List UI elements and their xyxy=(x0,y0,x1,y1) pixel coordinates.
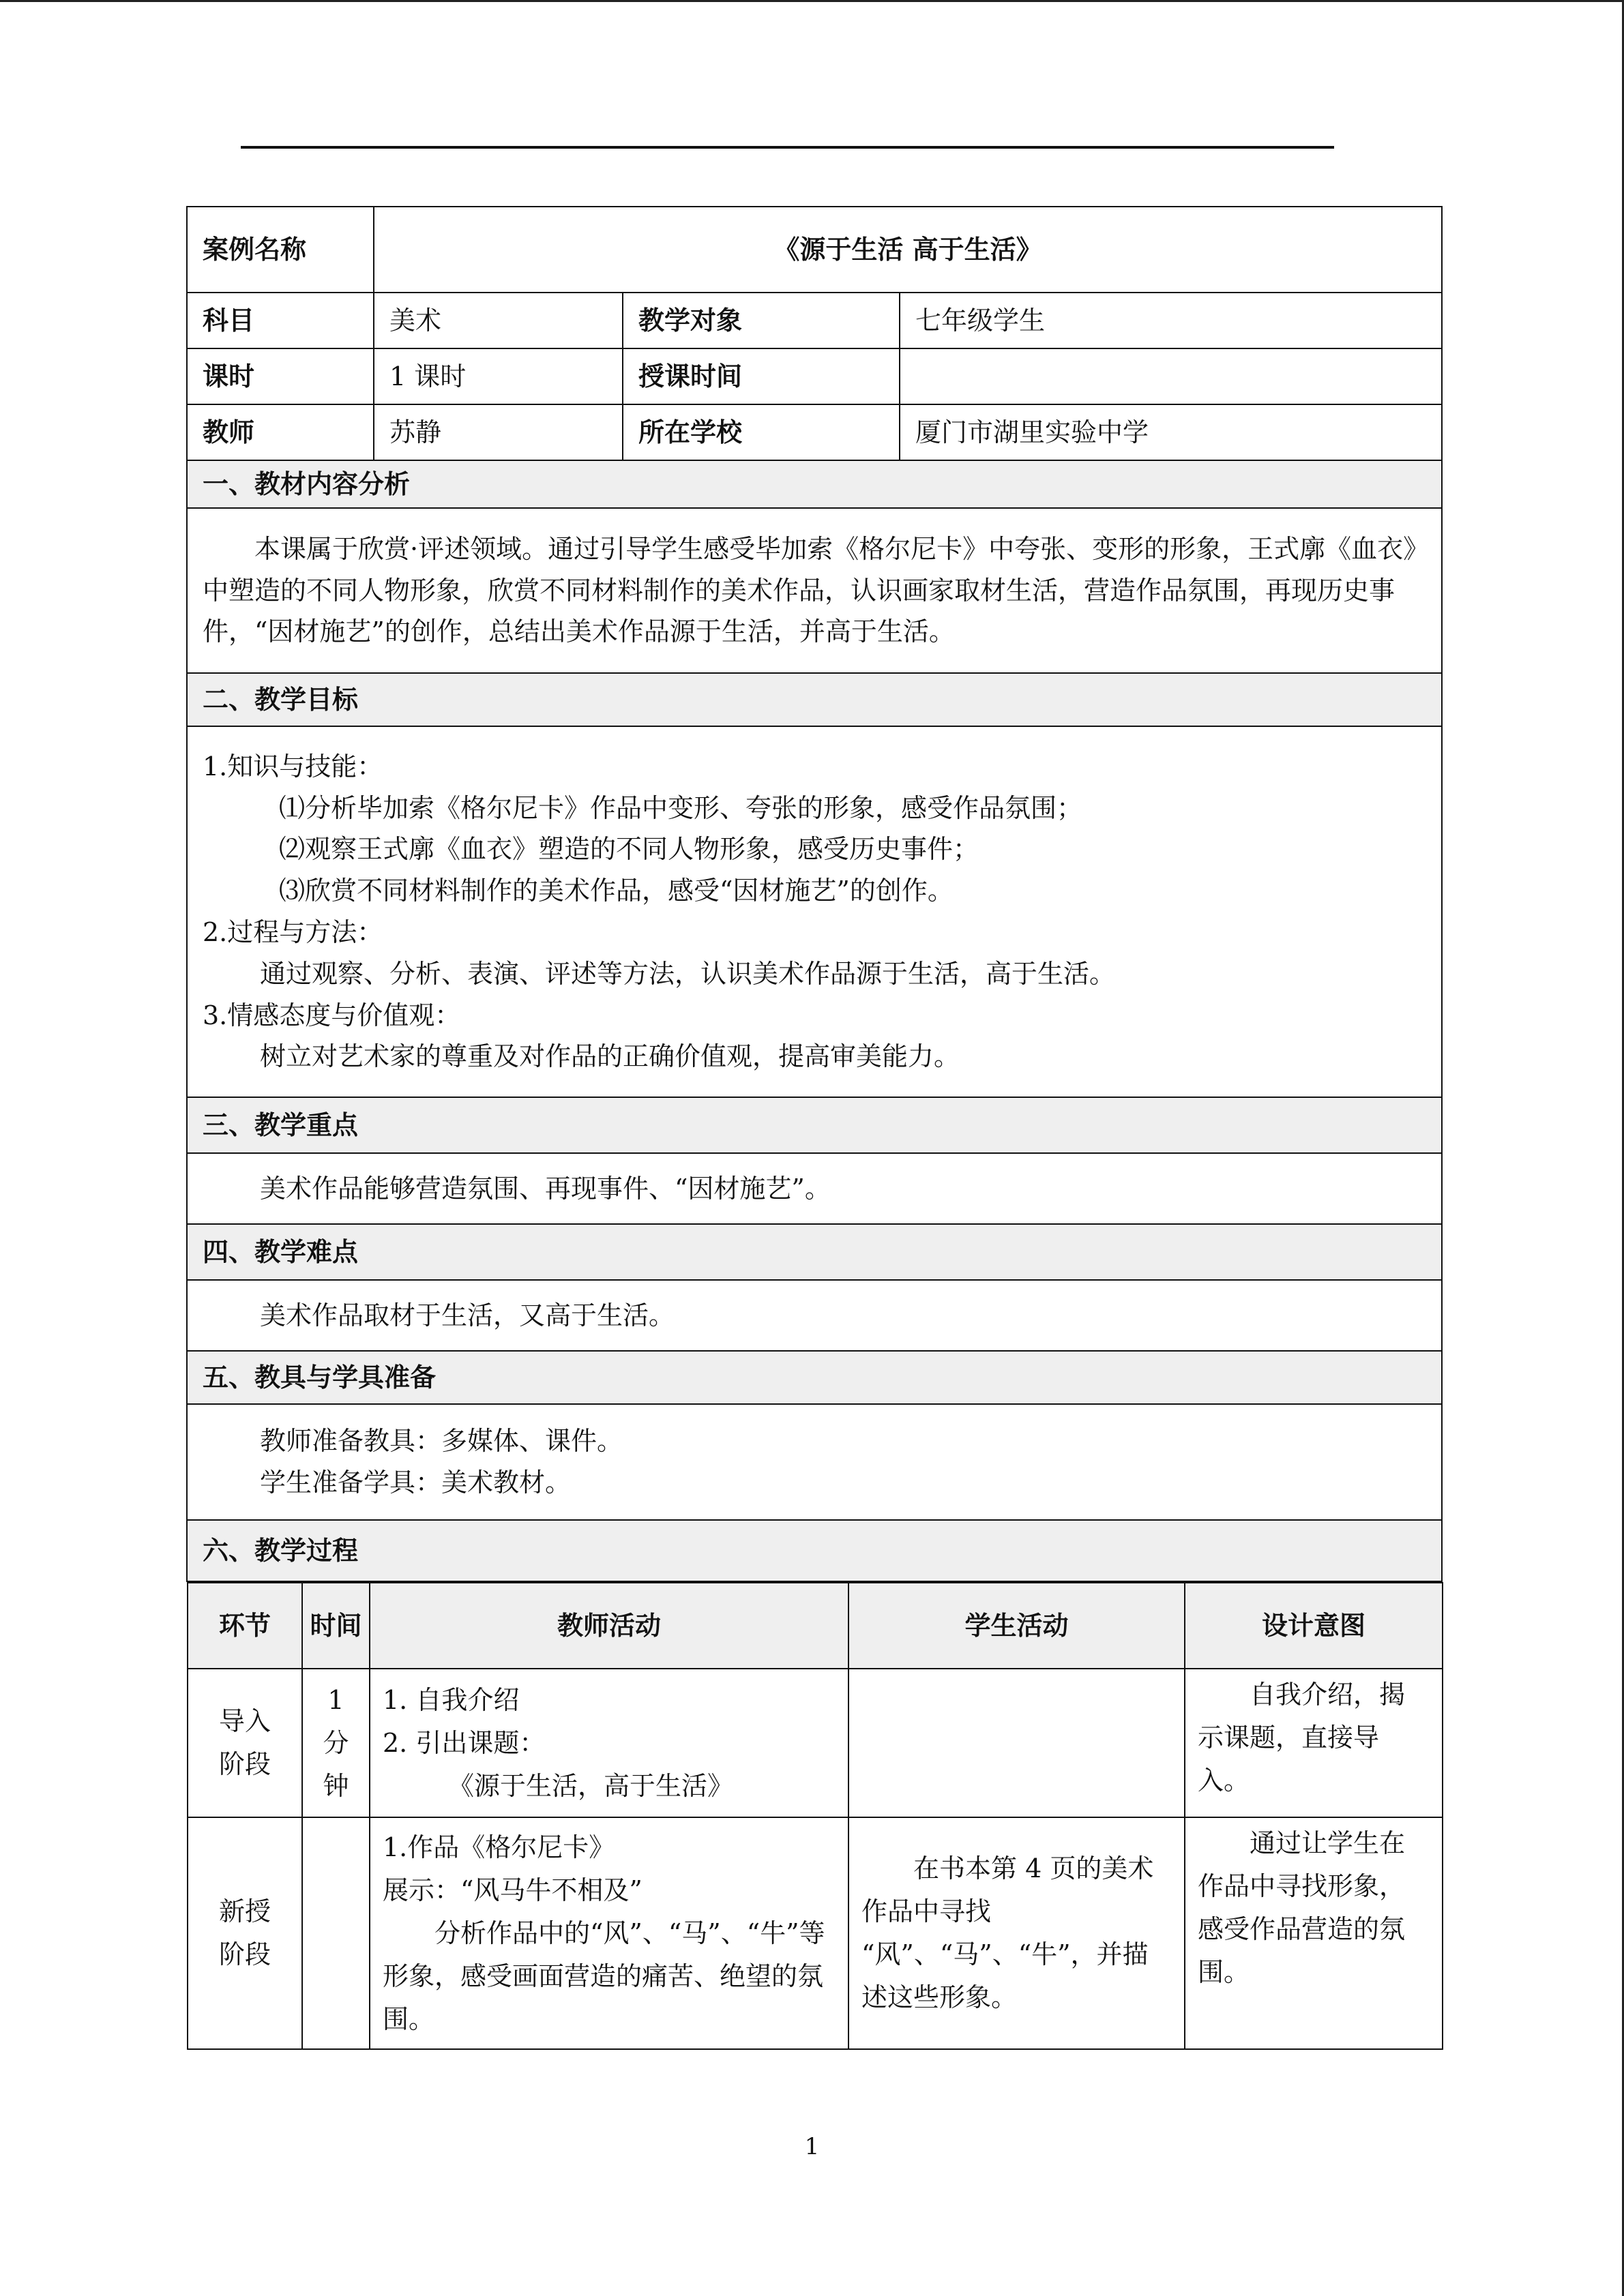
section-3-title: 三、教学重点 xyxy=(187,1097,1442,1153)
teacher-value: 苏静 xyxy=(374,404,623,460)
section-6-title: 六、教学过程 xyxy=(187,1520,1442,1581)
objective-line: 1.知识与技能： xyxy=(203,751,383,781)
audience-label: 教学对象 xyxy=(623,293,900,348)
objective-line: ⑵观察王式廓《血衣》塑造的不同人物形象，感受历史事件； xyxy=(279,834,979,865)
teacher-line: 《源于生活，高于生活》 xyxy=(448,1770,734,1801)
case-name-label: 案例名称 xyxy=(187,207,374,293)
teacher-label: 教师 xyxy=(187,404,374,460)
col-time-header: 时间 xyxy=(302,1583,370,1669)
student-activity-cell: 在书本第 4 页的美术作品中寻找 “风”、“马”、“牛”，并描述这些形象。 xyxy=(861,1853,1154,2012)
period-value: 1 课时 xyxy=(374,348,623,404)
prep-line-student: 学生准备学具：美术教材。 xyxy=(260,1467,572,1497)
time-cell xyxy=(302,1817,370,2049)
prep-line-teacher: 教师准备教具：多媒体、课件。 xyxy=(260,1426,623,1457)
audience-value: 七年级学生 xyxy=(900,293,1442,348)
section-4-text: 美术作品取材于生活，又高于生活。 xyxy=(260,1300,675,1330)
time-label: 授课时间 xyxy=(623,348,900,404)
section-2-title: 二、教学目标 xyxy=(187,673,1442,726)
lesson-plan-table xyxy=(186,206,1443,2050)
page-frame-top xyxy=(0,0,1624,2)
col-stage-header: 环节 xyxy=(188,1583,302,1669)
teacher-line: 1. 自我介绍 xyxy=(383,1684,520,1715)
subject-row xyxy=(187,293,1442,348)
section-1-title: 一、教材内容分析 xyxy=(187,460,1442,508)
page-number: 1 xyxy=(804,2133,820,2160)
objective-line: 2.过程与方法： xyxy=(203,917,383,947)
time-cell: 1分钟 xyxy=(302,1669,370,1817)
objective-line: 3.情感态度与价值观： xyxy=(203,1000,461,1030)
teacher-line: 1.作品《格尔尼卡》 xyxy=(383,1832,615,1862)
section-5-title: 五、教具与学具准备 xyxy=(187,1351,1442,1404)
case-name-title: 《源于生活 高于生活》 xyxy=(374,207,1442,293)
school-label: 所在学校 xyxy=(623,404,900,460)
stage-cell: 导入阶段 xyxy=(188,1669,302,1817)
subject-value: 美术 xyxy=(374,293,623,348)
section-4-title: 四、教学难点 xyxy=(187,1224,1442,1280)
col-teacher-header: 教师活动 xyxy=(370,1583,848,1669)
header-rule xyxy=(241,146,1334,149)
table-row xyxy=(188,1669,1443,1817)
stage-cell: 新授阶段 xyxy=(188,1817,302,2049)
period-label: 课时 xyxy=(187,348,374,404)
col-student-header: 学生活动 xyxy=(848,1583,1185,1669)
case-name-row xyxy=(187,207,1442,293)
teacher-activity-cell xyxy=(370,1669,848,1817)
objective-line: ⑶欣赏不同材料制作的美术作品，感受“因材施艺”的创作。 xyxy=(279,876,954,906)
process-header-row xyxy=(188,1583,1443,1669)
col-intent-header: 设计意图 xyxy=(1185,1583,1443,1669)
teacher-activity-cell xyxy=(370,1817,848,2049)
table-row xyxy=(188,1817,1443,2049)
objective-line: ⑴分析毕加索《格尔尼卡》作品中变形、夸张的形象，感受作品氛围； xyxy=(279,792,1083,823)
intent-cell: 通过让学生在作品中寻找形象，感受作品营造的氛围。 xyxy=(1198,1828,1406,1987)
teacher-line: 展示：“风马牛不相及” xyxy=(383,1875,643,1905)
school-value: 厦门市湖里实验中学 xyxy=(900,404,1442,460)
intent-cell: 自我介绍，揭示课题，直接导入。 xyxy=(1198,1680,1406,1795)
teacher-row xyxy=(187,404,1442,460)
section-1-text: 本课属于欣赏·评述领域。通过引导学生感受毕加索《格尔尼卡》中夸张、变形的形象，王式廓《血衣》中塑造的不同人物形象，欣赏不同材料制作的美术作品，认识画家取材生活，营造作品氛围，再现历史事件，“因材施艺”的创作，总结出美术作品源于生活，并高于生活。 xyxy=(203,533,1417,647)
objective-line: 通过观察、分析、表演、评述等方法，认识美术作品源于生活，高于生活。 xyxy=(260,958,1116,989)
time-value xyxy=(900,348,1442,404)
student-activity-cell xyxy=(848,1669,1185,1817)
period-row xyxy=(187,348,1442,404)
section-2-body xyxy=(187,726,1442,1097)
subject-label: 科目 xyxy=(187,293,374,348)
section-3-text: 美术作品能够营造氛围、再现事件、“因材施艺”。 xyxy=(260,1173,831,1204)
objective-line: 树立对艺术家的尊重及对作品的正确价值观，提高审美能力。 xyxy=(260,1041,960,1072)
teacher-line: 分析作品中的“风”、“马”、“牛”等形象，感受画面营造的痛苦、绝望的氛围。 xyxy=(383,1918,825,2034)
process-table xyxy=(187,1582,1443,2050)
teacher-line: 2. 引出课题： xyxy=(383,1727,546,1758)
